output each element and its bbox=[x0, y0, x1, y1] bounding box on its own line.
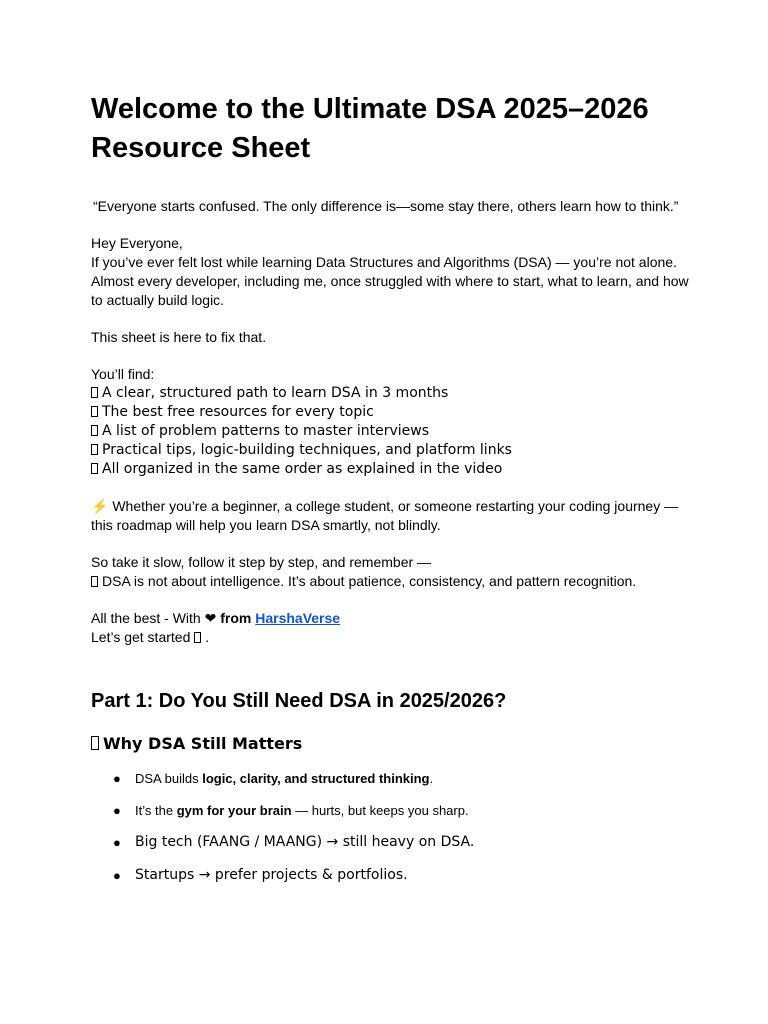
why-list bbox=[91, 769, 691, 885]
bullet-icon: ● bbox=[113, 868, 121, 883]
box-icon bbox=[194, 632, 201, 643]
box-icon bbox=[91, 387, 98, 398]
greeting: Hey Everyone, bbox=[91, 235, 183, 251]
started-line: Let’s get started bbox=[91, 629, 191, 645]
best-paragraph: All the best - With ❤ from HarshaVerse Let’s get started . bbox=[91, 610, 341, 645]
find-item: The best free resources for every topic bbox=[91, 403, 691, 422]
intro-paragraph bbox=[91, 234, 691, 310]
bullet-icon: ● bbox=[113, 835, 121, 850]
box-icon bbox=[91, 425, 98, 436]
box-icon bbox=[91, 444, 98, 455]
bullet-icon: ● bbox=[113, 771, 121, 786]
slow-paragraph bbox=[91, 553, 691, 591]
find-label: You’ll find: bbox=[91, 366, 155, 382]
box-icon bbox=[91, 576, 98, 587]
why-heading: Why DSA Still Matters bbox=[91, 733, 691, 755]
box-icon bbox=[91, 406, 98, 417]
list-item: ● It’s the gym for your brain — hurts, but keeps you sharp. bbox=[113, 803, 469, 818]
intro-line-1: If you’ve ever felt lost while learning Data Structures and Algorithms (DSA) — you’re not alone. bbox=[91, 254, 677, 270]
intro-line-2: Almost every developer, including me, once struggled with where to start, what to learn, and how to actually build logic. bbox=[91, 273, 689, 308]
box-icon bbox=[91, 463, 98, 474]
find-item: Practical tips, logic-building techniques, and platform links bbox=[91, 441, 691, 460]
box-icon bbox=[91, 736, 99, 750]
list-item: ● Big tech (FAANG / MAANG) → still heavy on DSA. bbox=[113, 834, 475, 850]
find-item: A list of problem patterns to master interviews bbox=[91, 422, 691, 441]
list-item: ● DSA builds logic, clarity, and structured thinking. bbox=[113, 771, 434, 786]
part1-heading: Part 1: Do You Still Need DSA in 2025/2026? bbox=[91, 690, 507, 712]
find-item: All organized in the same order as explained in the video bbox=[91, 460, 691, 479]
slow-line-2: DSA is not about intelligence. It’s about patience, consistency, and pattern recognition. bbox=[102, 573, 637, 589]
lightning-icon: ⚡ bbox=[91, 498, 109, 514]
document-page bbox=[91, 90, 691, 899]
slow-line-1: So take it slow, follow it step by step, and remember — bbox=[91, 554, 432, 570]
document-title: Welcome to the Ultimate DSA 2025–2026 Resource Sheet bbox=[91, 93, 649, 164]
find-item: A clear, structured path to learn DSA in 3 months bbox=[91, 384, 691, 403]
whether-paragraph: ⚡ Whether you’re a beginner, a college student, or someone restarting your coding journey — this roadmap will help you learn DSA smartly, not blindly. bbox=[91, 498, 679, 533]
find-section bbox=[91, 365, 691, 479]
heart-icon: ❤ bbox=[204, 610, 217, 626]
quote: “Everyone starts confused. The only difference is—some stay there, others learn how to think.” bbox=[93, 198, 679, 214]
harshaverse-link[interactable]: HarshaVerse bbox=[255, 610, 341, 626]
list-item: ● Startups → prefer projects & portfolios. bbox=[113, 867, 408, 883]
bullet-icon: ● bbox=[113, 803, 121, 818]
fix-line: This sheet is here to fix that. bbox=[91, 329, 267, 345]
